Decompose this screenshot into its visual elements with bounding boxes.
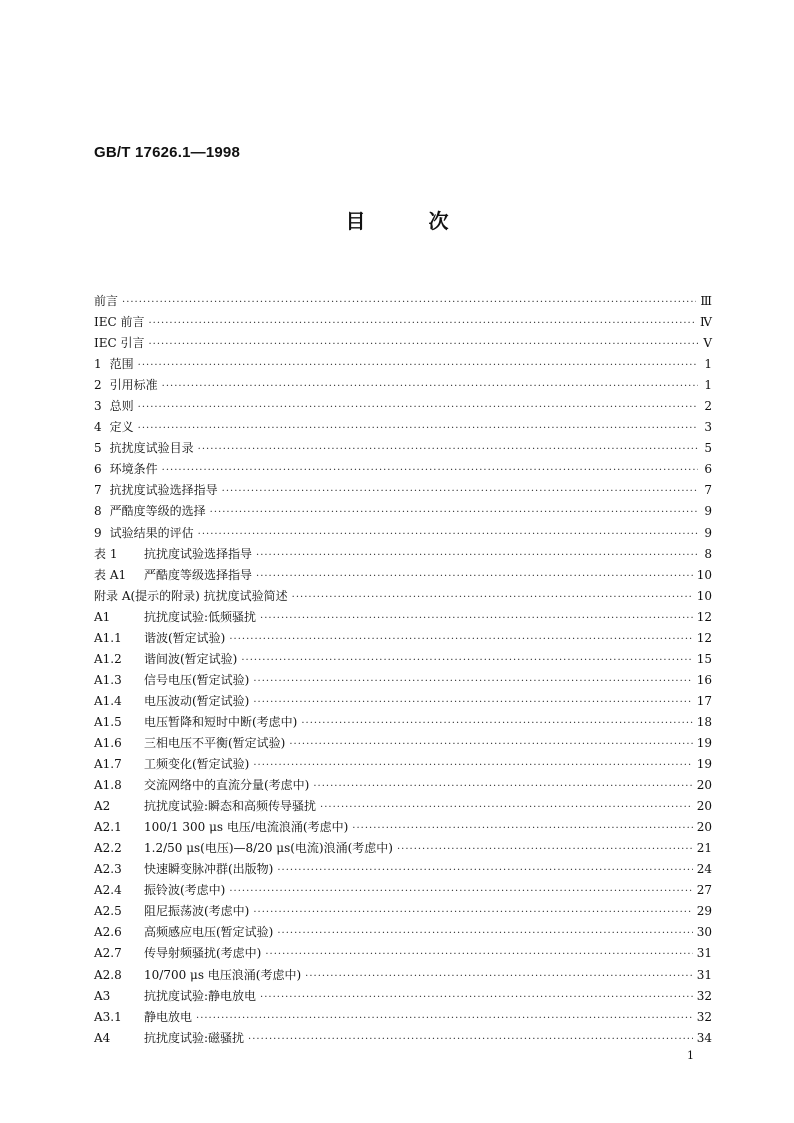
- toc-entry[interactable]: [94, 943, 712, 964]
- toc-entry-number: 表 1: [94, 546, 118, 561]
- toc-entry-page: 20: [696, 820, 712, 835]
- toc-entry[interactable]: [94, 712, 712, 733]
- dot-leader: [149, 313, 697, 334]
- toc-entry-page: 15: [696, 651, 712, 666]
- toc-entry-page: 1: [704, 378, 712, 393]
- toc-entry[interactable]: [94, 523, 712, 544]
- toc-entry[interactable]: [94, 459, 712, 480]
- toc-entry[interactable]: [94, 396, 712, 417]
- dot-leader: [265, 944, 692, 965]
- toc-entry[interactable]: [94, 817, 712, 838]
- toc-entry-page: 6: [704, 462, 712, 477]
- toc-entry-number: A2.5: [94, 904, 122, 919]
- toc-entry-number: 8: [94, 504, 102, 519]
- toc-entry[interactable]: [94, 438, 712, 459]
- page-number: 1: [687, 1049, 694, 1062]
- dot-leader: [138, 397, 698, 418]
- toc-entry-page: Ⅳ: [700, 315, 712, 330]
- toc-entry-page: 2: [704, 399, 712, 414]
- toc-entry[interactable]: [94, 354, 712, 375]
- toc-entry-label: 传导射频骚扰(考虑中): [144, 946, 262, 961]
- dot-leader: [253, 755, 692, 776]
- toc-entry-label: 100/1 300 μs 电压/电流浪涌(考虑中): [144, 820, 349, 835]
- toc-entry[interactable]: [94, 312, 712, 333]
- dot-leader: [289, 734, 692, 755]
- toc-entry-page: Ⅴ: [703, 336, 712, 351]
- dot-leader: [292, 587, 693, 608]
- toc-entry-number: A2.8: [94, 967, 122, 982]
- toc-entry[interactable]: [94, 838, 712, 859]
- toc-entry-label: 严酷度等级的选择: [109, 504, 206, 519]
- toc-entry-label: 谐间波(暂定试验): [144, 651, 238, 666]
- toc-entry-label: 信号电压(暂定试验): [144, 672, 250, 687]
- dot-leader: [253, 671, 692, 692]
- dot-leader: [210, 502, 698, 523]
- toc-entry-label: 抗扰度试验:静电放电: [144, 988, 257, 1003]
- toc-entry-page: 16: [696, 672, 712, 687]
- toc-entry-page: 19: [696, 757, 712, 772]
- dot-leader: [241, 650, 692, 671]
- toc-entry-page: 3: [704, 420, 712, 435]
- toc-entry[interactable]: [94, 986, 712, 1007]
- dot-leader: [229, 629, 692, 650]
- toc-entry-page: 19: [696, 735, 712, 750]
- toc-entry-page: 10: [696, 567, 712, 582]
- toc-entry[interactable]: [94, 417, 712, 438]
- toc-entry-label: 引用标准: [109, 378, 158, 393]
- toc-entry-page: 31: [696, 946, 712, 961]
- dot-leader: [198, 439, 698, 460]
- toc-entry-label: 总则: [109, 399, 134, 414]
- toc-entry-label: 阻尼振荡波(考虑中): [144, 904, 250, 919]
- toc-entry-page: Ⅲ: [700, 294, 712, 308]
- toc-entry-page: 8: [704, 546, 712, 561]
- toc-entry-page: 29: [696, 904, 712, 919]
- dot-leader: [248, 1029, 693, 1050]
- toc-entry-number: A2: [94, 799, 111, 814]
- toc-entry-label: 快速瞬变脉冲群(出版物): [144, 862, 274, 877]
- dot-leader: [162, 460, 698, 481]
- toc-entry-label: 抗扰度试验目录: [109, 441, 194, 456]
- dot-leader: [260, 987, 693, 1008]
- standard-code: GB/T 17626.1—1998: [94, 144, 240, 161]
- dot-leader: [313, 776, 692, 797]
- toc-entry-label: 抗扰度试验:磁骚扰: [144, 1030, 245, 1045]
- toc-entry[interactable]: [94, 480, 712, 501]
- toc-entry-label: 定义: [109, 420, 134, 435]
- toc-entry-label: IEC 前言: [94, 315, 145, 330]
- toc-entry-label: 谐波(暂定试验): [144, 630, 226, 645]
- toc-entry-page: 10: [696, 588, 712, 603]
- toc-entry-number: A2.7: [94, 946, 122, 961]
- toc-entry-number: A1.6: [94, 735, 122, 750]
- toc-entry-number: 5: [94, 441, 102, 456]
- toc-entry-number: A1.4: [94, 693, 122, 708]
- toc-entry-page: 30: [696, 925, 712, 940]
- toc-entry-label: 抗扰度试验:低频骚扰: [144, 609, 257, 624]
- toc-entry-number: A1.2: [94, 651, 122, 666]
- toc-entry-number: A3.1: [94, 1009, 122, 1024]
- toc-entry[interactable]: [94, 628, 712, 649]
- toc-entry-number: 3: [94, 399, 102, 414]
- dot-leader: [198, 524, 698, 545]
- toc-entry[interactable]: [94, 544, 712, 565]
- toc-entry[interactable]: [94, 733, 712, 754]
- toc-entry-number: A2.3: [94, 862, 122, 877]
- toc-entry-number: A2.6: [94, 925, 122, 940]
- toc-entry-label: 交流网络中的直流分量(考虑中): [144, 778, 310, 793]
- toc-entry-number: 2: [94, 378, 102, 393]
- toc-entry-label: 试验结果的评估: [109, 525, 194, 540]
- toc-entry-number: 7: [94, 483, 102, 498]
- toc-entry[interactable]: [94, 880, 712, 901]
- toc-entry-label: 环境条件: [109, 462, 158, 477]
- toc-entry-label: 振铃波(考虑中): [144, 883, 226, 898]
- toc-entry-label: 抗扰度试验选择指导: [144, 546, 253, 561]
- toc-entry-number: A4: [94, 1030, 111, 1045]
- toc-entry-page: 17: [696, 693, 712, 708]
- dot-leader: [352, 818, 692, 839]
- dot-leader: [256, 545, 698, 566]
- toc-entry-label: 三相电压不平衡(暂定试验): [144, 735, 286, 750]
- toc-entry-number: A1.8: [94, 778, 122, 793]
- toc-entry-number: A2.1: [94, 820, 122, 835]
- toc-entry[interactable]: [94, 375, 712, 396]
- toc-entry[interactable]: [94, 649, 712, 670]
- toc-entry-page: 32: [696, 1009, 712, 1024]
- toc-entry-page: 18: [696, 714, 712, 729]
- toc-entry-page: 7: [704, 483, 712, 498]
- toc-entry-label: 电压暂降和短时中断(考虑中): [144, 714, 298, 729]
- toc-entry[interactable]: [94, 333, 712, 354]
- dot-leader: [196, 1008, 693, 1029]
- toc-entry-label: 10/700 μs 电压浪涌(考虑中): [144, 967, 302, 982]
- toc-entry-number: 4: [94, 420, 102, 435]
- dot-leader: [222, 481, 698, 502]
- dot-leader: [253, 692, 692, 713]
- dot-leader: [253, 902, 692, 923]
- toc-entry-number: A2.4: [94, 883, 122, 898]
- toc-entry-number: A1.1: [94, 630, 122, 645]
- toc-entry-page: 9: [704, 504, 712, 519]
- dot-leader: [301, 713, 692, 734]
- dot-leader: [149, 334, 699, 355]
- toc-entry[interactable]: [94, 1028, 712, 1049]
- toc-entry[interactable]: [94, 796, 712, 817]
- toc-entry[interactable]: [94, 775, 712, 796]
- toc-entry-number: A1.7: [94, 757, 122, 772]
- toc-entry-page: 9: [704, 525, 712, 540]
- dot-leader: [320, 797, 693, 818]
- toc-entry-page: 1: [704, 357, 712, 372]
- toc-entry[interactable]: [94, 965, 712, 986]
- toc-entry-label: 抗扰度试验:瞬态和高频传导骚扰: [144, 799, 317, 814]
- dot-leader: [277, 923, 692, 944]
- toc-entry[interactable]: [94, 691, 712, 712]
- toc-entry-number: A1.5: [94, 714, 122, 729]
- toc-entry-page: 32: [696, 988, 712, 1003]
- toc-entry-page: 20: [696, 778, 712, 793]
- dot-leader: [162, 376, 698, 397]
- toc-entry[interactable]: [94, 501, 712, 522]
- toc-entry-label: 抗扰度试验选择指导: [109, 483, 218, 498]
- toc-entry[interactable]: [94, 586, 712, 607]
- toc-entry-page: 27: [696, 883, 712, 898]
- toc-entry-label: 静电放电: [144, 1009, 193, 1024]
- dot-leader: [138, 418, 698, 439]
- toc-entry-page: 5: [704, 441, 712, 456]
- toc-entry-label: 电压波动(暂定试验): [144, 693, 250, 708]
- dot-leader: [277, 860, 692, 881]
- toc-entry[interactable]: [94, 1007, 712, 1028]
- toc-entry[interactable]: [94, 901, 712, 922]
- toc-entry-page: 24: [696, 862, 712, 877]
- toc-entry[interactable]: [94, 859, 712, 880]
- toc-entry-page: 12: [696, 609, 712, 624]
- toc-entry-page: 31: [696, 967, 712, 982]
- toc-entry[interactable]: [94, 754, 712, 775]
- toc-entry[interactable]: [94, 565, 712, 586]
- toc-entry-page: 34: [696, 1030, 712, 1045]
- toc-entry-label: 1.2/50 μs(电压)—8/20 μs(电流)浪涌(考虑中): [144, 841, 393, 856]
- dot-leader: [229, 881, 692, 902]
- toc-entry-label: IEC 引言: [94, 336, 145, 351]
- toc-entry-number: A2.2: [94, 841, 122, 856]
- toc-entry[interactable]: [94, 291, 712, 312]
- toc-entry-number: A1.3: [94, 672, 122, 687]
- toc-entry-label: 严酷度等级选择指导: [144, 567, 253, 582]
- toc-entry-number: A3: [94, 988, 111, 1003]
- toc-entry-number: 6: [94, 462, 102, 477]
- toc-entry-page: 20: [696, 799, 712, 814]
- dot-leader: [122, 292, 696, 313]
- toc-entry-number: 表 A1: [94, 567, 127, 582]
- dot-leader: [138, 355, 698, 376]
- dot-leader: [305, 966, 693, 987]
- toc-entry-number: A1: [94, 609, 111, 624]
- toc-entry[interactable]: [94, 922, 712, 943]
- toc-entry-label: 前言: [94, 294, 119, 308]
- toc-entry-label: 附录 A(提示的附录) 抗扰度试验简述: [94, 588, 288, 603]
- toc-entry-page: 21: [696, 841, 712, 856]
- dot-leader: [397, 839, 693, 860]
- toc-entry[interactable]: [94, 607, 712, 628]
- dot-leader: [256, 566, 693, 587]
- toc-title: 目 次: [345, 209, 449, 233]
- toc-entry-label: 高频感应电压(暂定试验): [144, 925, 274, 940]
- toc-entry-number: 9: [94, 525, 102, 540]
- toc-entry[interactable]: [94, 670, 712, 691]
- toc-entry-number: 1: [94, 357, 102, 372]
- table-of-contents: [94, 291, 712, 1049]
- toc-entry-label: 工频变化(暂定试验): [144, 757, 250, 772]
- dot-leader: [260, 608, 693, 629]
- toc-entry-label: 范围: [109, 357, 134, 372]
- toc-entry-page: 12: [696, 630, 712, 645]
